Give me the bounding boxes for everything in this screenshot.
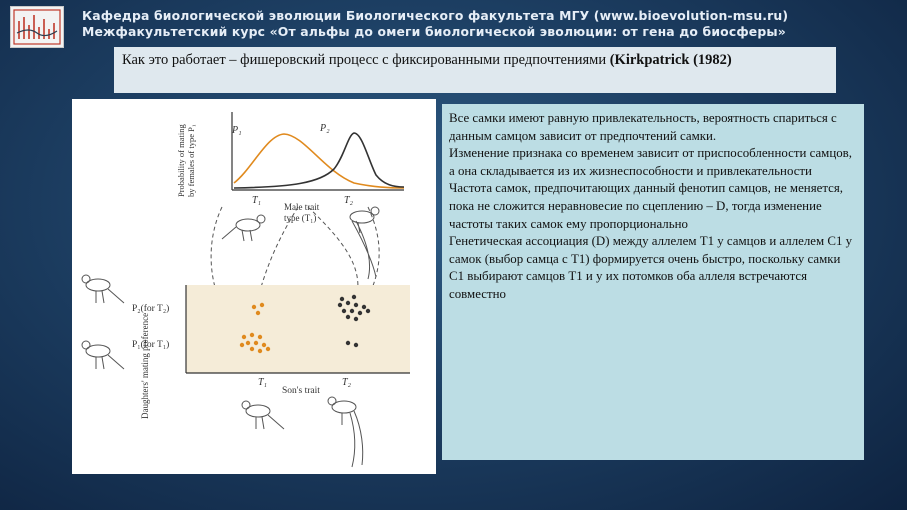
explanation-panel — [442, 104, 864, 460]
son-bird-t1-icon — [242, 401, 284, 429]
male-trait-label: Male trait — [284, 202, 320, 212]
row-p2-label: P₂(for T₂) — [132, 304, 170, 314]
p2-label: P₂ — [320, 123, 330, 134]
header-course: Межфакультетский курс «От альфы до омеги биологической эволюции: от гена до биосферы» — [82, 24, 786, 39]
son-bird-t2-icon — [328, 397, 363, 467]
top-t1-label: T₁ — [252, 195, 262, 206]
kirkpatrick-figure — [72, 99, 436, 474]
bottom-t1-label: T₁ — [258, 377, 268, 388]
p1-curve — [234, 134, 404, 188]
bottom-y-label: Daughters' mating preference — [140, 312, 150, 419]
top-t2-label: T₂ — [344, 195, 354, 206]
mating-probability-chart — [176, 111, 404, 223]
daughters-preference-panel — [186, 285, 410, 373]
p2-curve — [234, 133, 404, 188]
female-bird-2-icon — [82, 341, 124, 369]
paragraph-female-frequency: Частота самок, предпочитающих данный фенотип самцов, не меняется, пока не сложится неравновесие по сцеплению – D, тогда изменение частоты таких самок ему пропорционально — [449, 181, 844, 231]
paragraph-equal-attractiveness: Все самки имеют равную привлекательность, вероятность спариться с данным самцом зависит от предпочтений самки. — [449, 111, 837, 143]
sons-trait-label: Son's trait — [282, 386, 320, 396]
row-p1-label: P₁(for T₁) — [132, 340, 170, 350]
male-bird-t2-icon — [350, 207, 379, 279]
male-trait-type-label: type (T₁) — [284, 213, 317, 223]
slide-title-reference: (Kirkpatrick (1982) — [609, 52, 732, 68]
female-bird-1-icon — [82, 275, 124, 303]
slide-title — [114, 47, 836, 93]
bottom-t2-label: T₂ — [342, 377, 352, 388]
paragraph-trait-change: Изменение признака со временем зависит от приспособленности самцов, а она складывается из их жизнеспособности и привлекательности — [449, 146, 852, 178]
top-y-label-2: by females of type P₁ — [186, 124, 196, 197]
top-y-label-1: Probability of mating — [176, 124, 186, 197]
paragraph-genetic-association: Генетическая ассоциация (D) между аллелем T1 у самцов и аллелем C1 у самок (выбор самца с T1) формируется очень быстро, поскольку самки C1 выбирают самцов T1 и у их потомков оба аллеля встречаются совместно — [449, 234, 853, 301]
slide-title-text: Как это работает – фишеровский процесс с фиксированными предпочтениями — [122, 52, 607, 68]
faculty-logo — [10, 6, 64, 48]
header-department: Кафедра биологической эволюции Биологического факультета МГУ (www.bioevolution-msu.ru) — [82, 8, 789, 23]
male-bird-t1-icon — [222, 215, 265, 241]
p1-label: P₁ — [232, 125, 242, 136]
